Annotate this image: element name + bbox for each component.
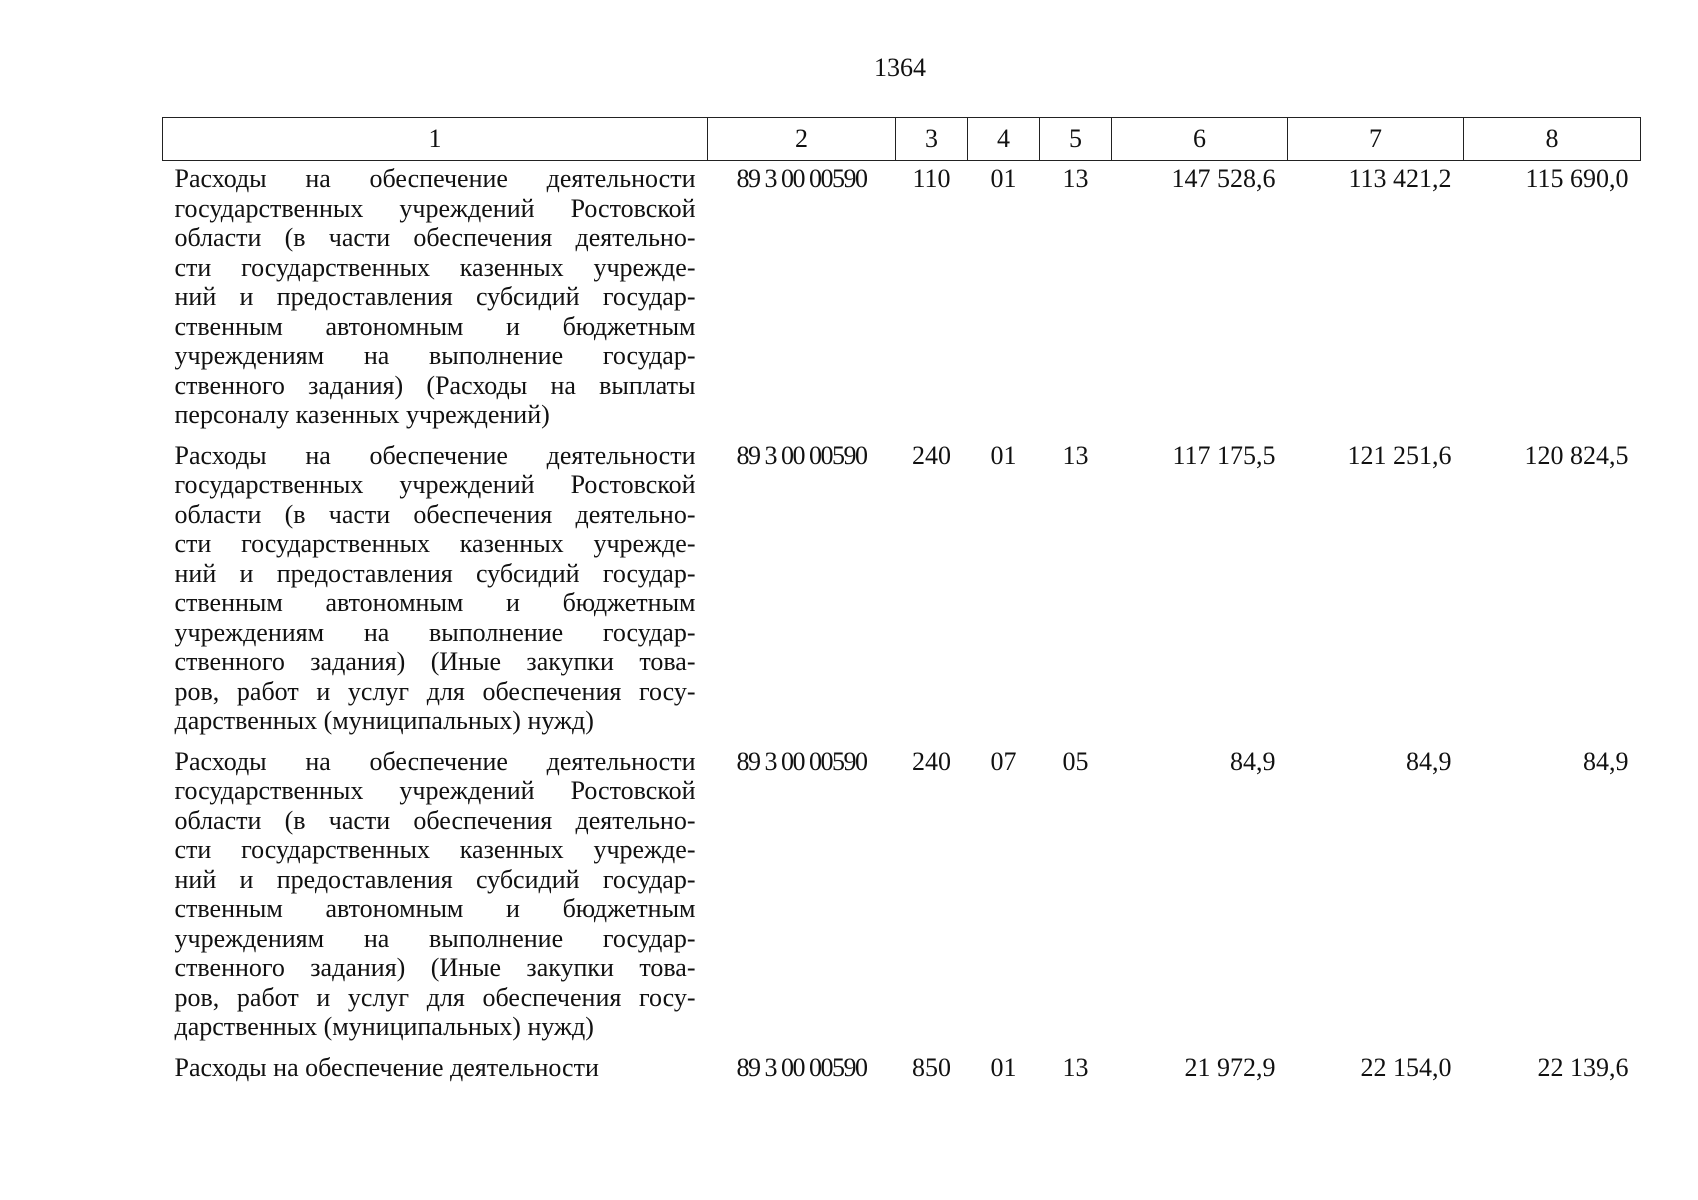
row-amount-col6: 21 972,9 xyxy=(1184,1052,1276,1082)
row-expense-type: 240 xyxy=(912,746,951,776)
column-header: 6 xyxy=(1112,118,1288,161)
description-line: Расходы на обеспечение деятельности xyxy=(174,1052,599,1082)
description-line: ний и предоставления субсидий государ- xyxy=(174,864,696,894)
description-line: области (в части обеспечения деятельно- xyxy=(174,223,696,252)
row-amount-col8: 84,9 xyxy=(1583,746,1629,776)
row-description xyxy=(163,161,708,438)
row-amount-col8: 22 139,6 xyxy=(1537,1052,1629,1082)
description-line: ров, работ и услуг для обеспечения госу- xyxy=(174,982,696,1012)
row-subsection: 13 xyxy=(1062,440,1089,470)
description-line: ственного задания) (Иные закупки това- xyxy=(174,953,696,982)
table-row xyxy=(163,161,1641,438)
column-header: 3 xyxy=(896,118,968,161)
row-amount-col8: 120 824,5 xyxy=(1524,440,1629,470)
page-number: 1364 xyxy=(874,53,926,82)
row-amount-col6: 84,9 xyxy=(1230,746,1276,776)
description-line: Расходы на обеспечение деятельности xyxy=(174,440,696,470)
description-line: ственным автономным и бюджетным xyxy=(174,311,696,341)
budget-table xyxy=(162,117,1641,1090)
table-header-row xyxy=(163,118,1641,161)
row-expense-type: 110 xyxy=(912,164,951,193)
row-amount-col7: 113 421,2 xyxy=(1348,164,1452,193)
row-budget-code: 89 3 00 00590 xyxy=(736,1052,867,1082)
description-line: сти государственных казенных учрежде- xyxy=(174,252,696,282)
table-row xyxy=(163,744,1641,1050)
description-line: государственных учреждений Ростовской xyxy=(174,470,696,499)
description-line: государственных учреждений Ростовской xyxy=(174,193,696,223)
row-description xyxy=(163,1050,708,1091)
column-header: 8 xyxy=(1464,118,1641,161)
description-line: ров, работ и услуг для обеспечения госу- xyxy=(174,676,696,706)
description-line: дарственных (муниципальных) нужд) xyxy=(174,1012,594,1041)
column-header: 7 xyxy=(1288,118,1464,161)
row-description xyxy=(163,744,708,1050)
description-line: сти государственных казенных учрежде- xyxy=(174,529,696,558)
row-expense-type: 850 xyxy=(912,1052,951,1082)
row-amount-col7: 121 251,6 xyxy=(1347,440,1452,470)
description-line: ственного задания) (Иные закупки това- xyxy=(174,647,696,676)
table-row xyxy=(163,438,1641,744)
description-line: учреждениям на выполнение государ- xyxy=(174,923,696,953)
row-section: 01 xyxy=(990,164,1017,193)
description-line: Расходы на обеспечение деятельности xyxy=(174,164,696,193)
row-subsection: 13 xyxy=(1062,1052,1089,1082)
row-subsection: 13 xyxy=(1062,164,1089,193)
description-line: Расходы на обеспечение деятельности xyxy=(174,746,696,776)
description-line: сти государственных казенных учрежде- xyxy=(174,835,696,864)
description-line: ственным автономным и бюджетным xyxy=(174,588,696,617)
description-line: ственным автономным и бюджетным xyxy=(174,894,696,923)
row-section: 07 xyxy=(990,746,1017,776)
row-section: 01 xyxy=(990,440,1017,470)
column-header: 5 xyxy=(1040,118,1112,161)
row-subsection: 05 xyxy=(1062,746,1089,776)
description-line: государственных учреждений Ростовской xyxy=(174,776,696,805)
column-header: 4 xyxy=(968,118,1040,161)
column-header: 2 xyxy=(708,118,896,161)
table-body xyxy=(163,161,1641,1091)
description-line: области (в части обеспечения деятельно- xyxy=(174,499,696,529)
row-description xyxy=(163,438,708,744)
description-line: учреждениям на выполнение государ- xyxy=(174,617,696,647)
description-line: ний и предоставления субсидий государ- xyxy=(174,558,696,588)
description-line: ний и предоставления субсидий государ- xyxy=(174,282,696,311)
description-line: дарственных (муниципальных) нужд) xyxy=(174,706,594,735)
row-amount-col8: 115 690,0 xyxy=(1525,164,1629,193)
description-line: персоналу казенных учреждений) xyxy=(174,400,550,429)
row-expense-type: 240 xyxy=(912,440,951,470)
row-amount-col7: 22 154,0 xyxy=(1360,1052,1452,1082)
row-budget-code: 89 3 00 00590 xyxy=(736,746,867,776)
row-amount-col6: 147 528,6 xyxy=(1171,164,1276,193)
row-amount-col6: 117 175,5 xyxy=(1172,440,1276,470)
table-row xyxy=(163,1050,1641,1091)
row-section: 01 xyxy=(990,1052,1017,1082)
row-budget-code: 89 3 00 00590 xyxy=(736,440,867,470)
row-budget-code: 89 3 00 00590 xyxy=(736,164,867,193)
row-amount-col7: 84,9 xyxy=(1406,746,1452,776)
description-line: ственного задания) (Расходы на выплаты xyxy=(174,370,696,400)
description-line: учреждениям на выполнение государ- xyxy=(174,341,696,370)
description-line: области (в части обеспечения деятельно- xyxy=(174,805,696,835)
column-header: 1 xyxy=(163,118,708,161)
